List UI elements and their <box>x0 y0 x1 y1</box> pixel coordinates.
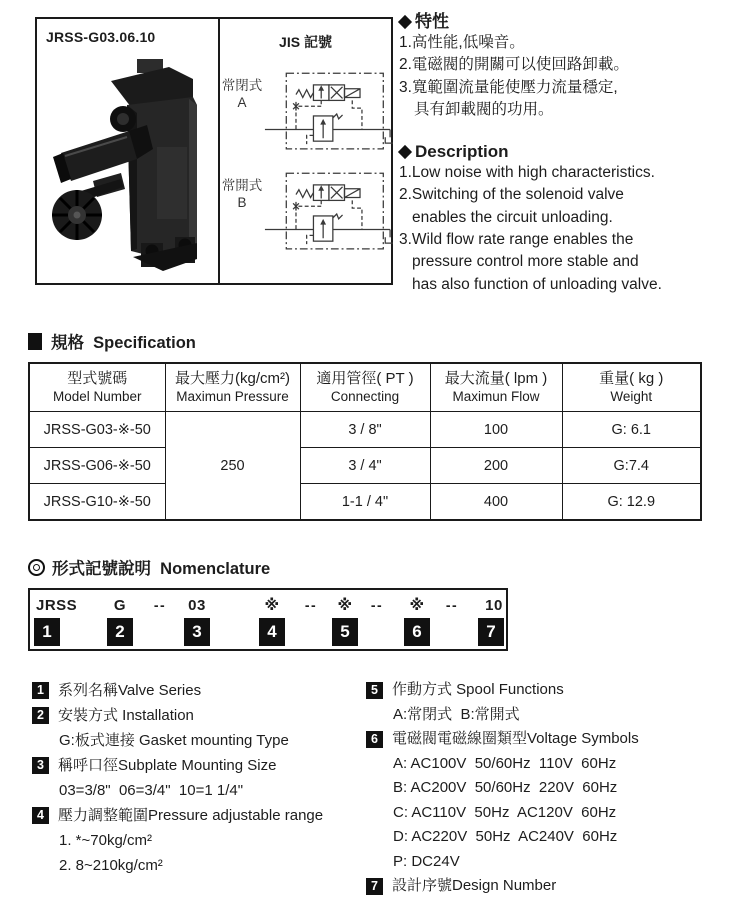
product-photo-cell <box>37 19 220 283</box>
cell-connecting: 1-1 / 4" <box>300 484 430 521</box>
nomenclature-box <box>28 588 508 651</box>
code-badge: 7 <box>478 618 504 646</box>
description-item-cont: enables the circuit unloading. <box>412 208 613 226</box>
legend-subline: B: AC200V 50/60Hz 220V 60Hz <box>393 779 618 796</box>
diagram-normally-open <box>221 167 393 261</box>
legend-subline: P: DC24V <box>393 852 460 870</box>
legend-item-1 <box>32 678 364 703</box>
code-separator: -- <box>445 597 459 613</box>
diagram-a-letter: A <box>237 95 247 110</box>
legend-badge: 7 <box>366 878 383 895</box>
legend-badge: 3 <box>32 757 49 774</box>
legend-item-3 <box>32 753 364 778</box>
specification-title-text: 規格 Specification <box>51 334 196 352</box>
double-circle-icon <box>28 559 45 576</box>
cell-model: JRSS-G03-※-50 <box>29 412 165 448</box>
jis-title: JIS 記號 <box>279 34 332 50</box>
legend-subline: 2. 8~210kg/cm² <box>59 857 163 874</box>
code-badge: 3 <box>184 618 210 646</box>
legend-subline: 03=3/8" 06=3/4" 10=1 1/4" <box>59 782 244 799</box>
features-title-zh <box>399 11 744 32</box>
legend-text: 安裝方式 Installation <box>58 707 194 724</box>
diamond-icon <box>398 14 412 28</box>
legend-item-2 <box>32 703 364 728</box>
code-separator: -- <box>153 597 167 613</box>
code-label: 03 <box>188 597 206 614</box>
nomenclature-section <box>28 555 718 651</box>
diagram-a-label-text: 常閉式 <box>221 78 263 93</box>
description-item: 1.Low noise with high characteristics. <box>399 164 655 182</box>
legend-item-7 <box>366 874 741 899</box>
legend-subline: D: AC220V 50Hz AC240V 60Hz <box>393 828 618 845</box>
legend-badge: 4 <box>32 807 49 824</box>
header-model: 型式號碼 Model Number <box>29 363 165 412</box>
feature-item: 1.高性能,低噪音。 <box>399 34 525 51</box>
feature-item: 3.寬範圍流量能使壓力流量穩定, <box>399 78 618 96</box>
code-badge: 4 <box>259 618 285 646</box>
legend-item-5 <box>366 678 741 703</box>
feature-item: 2.電磁閥的開關可以使回路卸載。 <box>399 56 629 74</box>
feature-item-cont: 具有卸載閥的功用。 <box>414 100 554 118</box>
legend-text: 稱呼口徑Subplate Mounting Size <box>58 757 277 774</box>
legend-subline: A:常閉式 B:常開式 <box>393 705 520 723</box>
hydraulic-circuit-a-icon <box>263 67 393 161</box>
code-badge: 2 <box>107 618 133 646</box>
features-title-en <box>399 141 744 162</box>
description-item: 3.Wild flow rate range enables the <box>399 231 634 249</box>
diagram-a-label <box>221 77 263 161</box>
legend-subline: G:板式連接 Gasket mounting Type <box>59 732 289 749</box>
cell-weight: G: 12.9 <box>562 484 701 521</box>
legend-left-column <box>32 678 364 878</box>
cell-pressure: 250 <box>165 412 300 521</box>
legend-text: 系列名稱Valve Series <box>58 682 202 699</box>
product-jis-panel <box>35 17 393 285</box>
valve-photo <box>41 53 213 275</box>
legend-badge: 2 <box>32 707 49 724</box>
cell-connecting: 3 / 4" <box>300 448 430 484</box>
legend-item-6 <box>366 727 741 752</box>
legend-subline: C: AC110V 50Hz AC120V 60Hz <box>393 803 617 821</box>
legend-text: 作動方式 Spool Functions <box>392 681 564 698</box>
code-label: 10 <box>485 597 503 614</box>
cell-connecting: 3 / 8" <box>300 412 430 448</box>
jis-symbol-cell <box>220 19 391 283</box>
features-title-en-text: Description <box>415 142 509 162</box>
spec-header-row <box>29 363 701 412</box>
cell-model: JRSS-G10-※-50 <box>29 484 165 521</box>
spec-table <box>28 362 702 521</box>
cell-weight: G:7.4 <box>562 448 701 484</box>
features-section <box>399 11 744 296</box>
cell-flow: 400 <box>430 484 562 521</box>
legend-text: 壓力調整範圍Pressure adjustable range <box>58 807 324 824</box>
nomenclature-title-text: 形式記號說明 Nomenclature <box>52 560 271 578</box>
header-pressure: 最大壓力(kg/cm²) Maximun Pressure <box>165 363 300 412</box>
nomenclature-title <box>28 555 718 579</box>
table-row <box>29 448 701 484</box>
code-badge: 6 <box>404 618 430 646</box>
code-label: ※ <box>264 597 280 614</box>
code-label: G <box>113 597 127 614</box>
legend-text: 設計序號Design Number <box>392 877 557 894</box>
code-label: ※ <box>409 597 425 614</box>
code-separator: -- <box>370 597 384 613</box>
diagram-b-label <box>221 177 263 261</box>
legend-item-4 <box>32 803 364 828</box>
legend-right-column <box>366 678 741 899</box>
cell-weight: G: 6.1 <box>562 412 701 448</box>
features-title-zh-text: 特性 <box>415 12 449 31</box>
code-separator: -- <box>304 597 318 613</box>
black-square-icon <box>28 333 42 350</box>
product-model-label: JRSS-G03.06.10 <box>46 29 156 45</box>
legend-subline: A: AC100V 50/60Hz 110V 60Hz <box>393 754 617 772</box>
legend-badge: 6 <box>366 731 383 748</box>
table-row <box>29 484 701 521</box>
diagram-b-label-text: 常開式 <box>221 178 263 193</box>
diamond-icon <box>398 145 412 159</box>
cell-flow: 100 <box>430 412 562 448</box>
description-item-cont: has also function of unloading valve. <box>412 275 662 293</box>
code-badge: 1 <box>34 618 60 646</box>
diagram-normally-closed <box>221 67 393 161</box>
code-badge: 5 <box>332 618 358 646</box>
diagram-b-letter: B <box>237 195 247 210</box>
cell-model: JRSS-G06-※-50 <box>29 448 165 484</box>
code-label: JRSS <box>36 597 78 614</box>
legend-badge: 1 <box>32 682 49 699</box>
legend-text: 電磁閥電磁線圈類型Voltage Symbols <box>392 730 639 747</box>
header-connecting: 適用管徑( PT ) Connecting <box>300 363 430 412</box>
cell-flow: 200 <box>430 448 562 484</box>
table-row <box>29 412 701 448</box>
specification-section <box>28 329 708 521</box>
header-flow: 最大流量( lpm ) Maximun Flow <box>430 363 562 412</box>
specification-title <box>28 329 708 353</box>
code-label: ※ <box>337 597 353 614</box>
description-item: 2.Switching of the solenoid valve <box>399 186 624 204</box>
legend-subline: 1. *~70kg/cm² <box>59 832 152 849</box>
legend-badge: 5 <box>366 682 383 699</box>
hydraulic-circuit-b-icon <box>263 167 393 261</box>
header-weight: 重量( kg ) Weight <box>562 363 701 412</box>
description-item-cont: pressure control more stable and <box>412 253 639 271</box>
